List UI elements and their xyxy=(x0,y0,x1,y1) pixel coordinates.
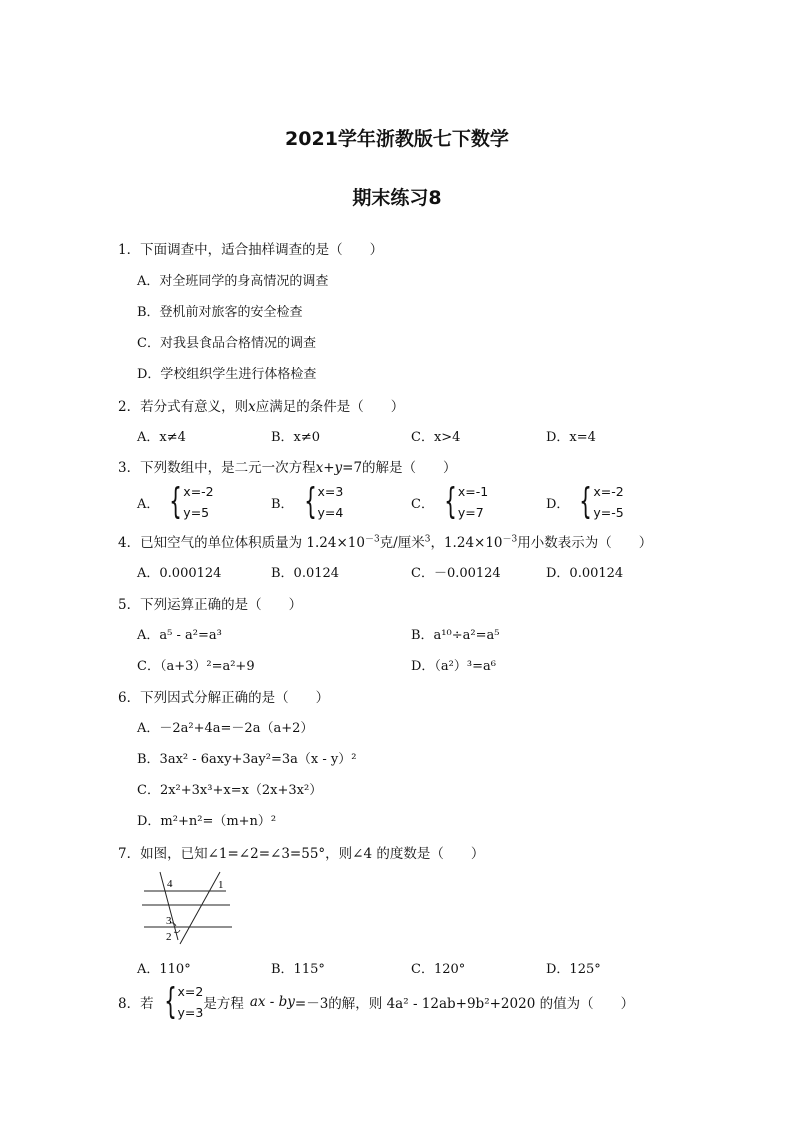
q4-option-b: B．0.0124 xyxy=(271,566,340,581)
q6-option-c: C．2x²+3x³+x=x（2x+3x²） xyxy=(137,783,323,798)
q7-option-a: A．110° xyxy=(137,962,191,977)
q4-stem-part2: 克/厘米 xyxy=(379,535,425,551)
q3-b-line2: y=4 xyxy=(317,505,344,520)
q8-stem xyxy=(118,981,634,1023)
q4-stem-part1: 4．已知空气的单位体积质量为 1.24×10 xyxy=(118,535,365,551)
angle-label-2: 2 xyxy=(166,931,172,943)
q8-eq: ax - by xyxy=(249,994,295,1010)
q2-option-b: B．x≠0 xyxy=(271,430,321,445)
q3-b-line1: x=3 xyxy=(317,484,344,499)
q7-stem: 7．如图，已知∠1=∠2=∠3=55°，则∠4 的度数是（ ） xyxy=(118,846,485,862)
q3-stem xyxy=(118,456,457,476)
q7-option-c: C．120° xyxy=(411,962,466,977)
q1-option-a: A．对全班同学的身高情况的调查 xyxy=(137,274,329,289)
q4-stem-part3: ，1.24×10 xyxy=(430,535,503,551)
q3-stem-a: 3．下列数组中，是二元一次方程 xyxy=(118,460,316,476)
q3-a-line2: y=5 xyxy=(183,505,210,520)
q3-d-line2: y=-5 xyxy=(593,505,624,520)
q7-option-d: D．125° xyxy=(546,962,601,977)
q5-stem: 5．下列运算正确的是（ ） xyxy=(118,597,303,613)
brace-icon: { xyxy=(169,481,183,522)
q1-option-d: D．学校组织学生进行体格检查 xyxy=(137,367,317,382)
q5-option-a: A．a⁵ - a²=a³ xyxy=(137,628,222,643)
q2-option-a: A．x≠4 xyxy=(137,430,186,445)
q3-eq: x+y xyxy=(315,460,343,476)
angle-label-3: 3 xyxy=(166,915,172,927)
q1-option-b: B．登机前对旅客的安全检查 xyxy=(137,305,303,320)
parallel-lines-diagram xyxy=(140,870,240,948)
q7-figure xyxy=(140,870,240,952)
q4-option-c: C．－0.00124 xyxy=(411,566,501,581)
q4-exp2: 3 xyxy=(424,534,431,545)
q2-stem-b: 应满足的条件是（ ） xyxy=(255,399,405,415)
q3-c-line1: x=-1 xyxy=(457,484,489,499)
q8-stem-part2: 是方程 xyxy=(203,996,244,1012)
q3-c-label: C． xyxy=(411,496,434,512)
q3-stem-b: =7的解是（ ） xyxy=(342,460,457,476)
q8-stem-part1: 8．若 xyxy=(118,996,154,1012)
q4-stem xyxy=(118,531,652,551)
brace-icon: { xyxy=(444,481,457,522)
q4-exp3: －3 xyxy=(502,534,518,545)
q4-exp1: －3 xyxy=(364,534,380,545)
brace-icon: { xyxy=(579,481,593,522)
doc-title: 2021学年浙教版七下数学 xyxy=(285,128,509,150)
q3-d-line1: x=-2 xyxy=(593,484,624,499)
brace-icon: { xyxy=(163,981,177,1022)
q2-stem xyxy=(118,395,404,415)
q3-a-label: A． xyxy=(137,496,160,512)
q6-option-a: A．－2a²+4a=－2a（a+2） xyxy=(137,721,314,736)
q5-option-d: D．（a²）³=a⁶ xyxy=(411,659,496,674)
q3-b-label: B． xyxy=(271,496,294,512)
q5-option-b: B．a¹⁰÷a²=a⁵ xyxy=(411,628,500,643)
q2-option-d: D．x=4 xyxy=(546,430,596,445)
q3-option-a xyxy=(137,481,214,523)
q3-c-line2: y=7 xyxy=(457,505,484,520)
q3-option-d xyxy=(546,481,624,523)
q4-option-a: A．0.000124 xyxy=(137,566,222,581)
q2-var: x xyxy=(248,399,256,415)
q1-stem: 1．下面调查中，适合抽样调查的是（ ） xyxy=(118,242,384,258)
q3-a-line1: x=-2 xyxy=(183,484,214,499)
brace-icon: { xyxy=(303,481,317,522)
q3-option-b xyxy=(271,481,343,523)
q2-option-c: C．x>4 xyxy=(411,430,461,445)
angle-label-4: 4 xyxy=(167,878,173,890)
q7-option-b: B．115° xyxy=(271,962,325,977)
q3-d-label: D． xyxy=(546,496,570,512)
angle-label-1: 1 xyxy=(218,879,224,891)
q8-line2: y=3 xyxy=(177,1005,204,1020)
q6-option-d: D．m²+n²=（m+n）² xyxy=(137,814,277,829)
q4-option-d: D．0.00124 xyxy=(546,566,624,581)
q3-option-c xyxy=(411,481,488,523)
q8-stem-part3: =－3的解，则 4a² - 12ab+9b²+2020 的值为（ ） xyxy=(294,996,635,1012)
q8-line1: x=2 xyxy=(177,984,204,999)
q1-option-c: C．对我县食品合格情况的调查 xyxy=(137,336,316,351)
doc-subtitle: 期末练习8 xyxy=(352,187,442,209)
q2-stem-a: 2．若分式有意义，则 xyxy=(118,399,249,415)
q6-stem: 6．下列因式分解正确的是（ ） xyxy=(118,690,330,706)
q5-option-c: C．（a+3）²=a²+9 xyxy=(137,659,255,674)
q6-option-b: B．3ax² - 6axy+3ay²=3a（x - y）² xyxy=(137,752,357,767)
q4-stem-part4: 用小数表示为（ ） xyxy=(517,535,653,551)
